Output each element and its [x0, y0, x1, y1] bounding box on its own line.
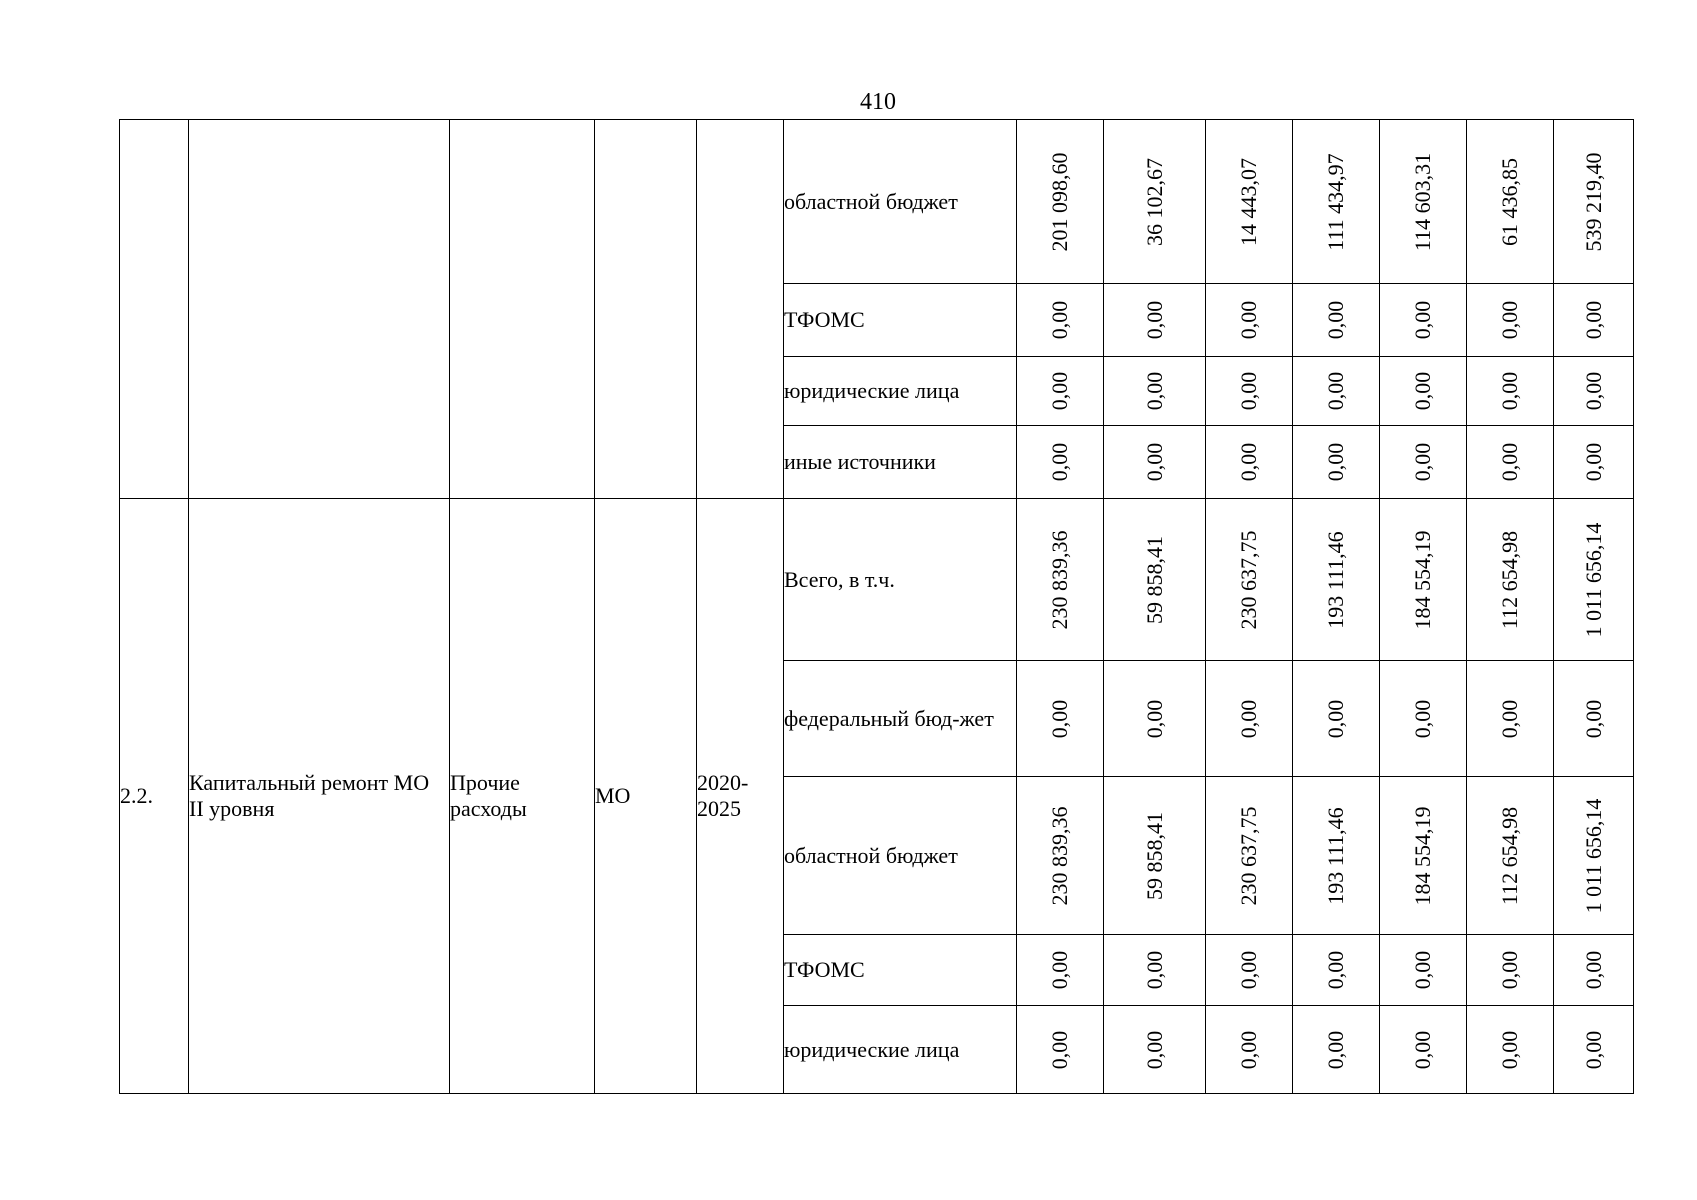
value: 0,00: [1580, 442, 1606, 482]
value: 1 011 656,14: [1580, 798, 1606, 913]
value-cell: [1104, 284, 1206, 357]
value-cell: [1104, 357, 1206, 426]
value-cell: [1104, 661, 1206, 777]
value: 193 111,46: [1323, 806, 1348, 905]
value-cell: [1017, 120, 1104, 284]
value: 0,00: [1497, 1030, 1522, 1069]
value: 0,00: [1497, 699, 1522, 738]
value: 0,00: [1580, 950, 1606, 990]
value-cell: [1017, 426, 1104, 499]
item-name: Капитальный ремонт МО II уровня: [189, 499, 450, 1094]
value-cell: [1554, 426, 1634, 499]
value-cell: [1554, 120, 1634, 284]
value-cell: [1554, 935, 1634, 1006]
value: 184 554,19: [1410, 530, 1435, 629]
item-number: 2.2.: [120, 499, 189, 1094]
value-cell: [1206, 499, 1293, 661]
value: 193 111,46: [1323, 530, 1348, 629]
value-cell: [1380, 120, 1467, 284]
value-cell: [1467, 935, 1554, 1006]
value: 0,00: [1047, 1030, 1072, 1069]
executor: МО: [595, 499, 697, 1094]
value: 230 839,36: [1047, 806, 1072, 905]
value-cell: [1467, 777, 1554, 935]
value: 0,00: [1141, 1030, 1167, 1069]
value: 112 654,98: [1497, 806, 1522, 905]
value: 0,00: [1497, 371, 1522, 411]
value: 230 637,75: [1236, 806, 1261, 905]
empty-name-cell: [189, 120, 450, 499]
value: 230 637,75: [1236, 530, 1261, 629]
value: 1 011 656,14: [1580, 522, 1606, 637]
value-cell: [1206, 357, 1293, 426]
value-cell: [1554, 777, 1634, 935]
funding-source: ТФОМС: [784, 284, 1017, 357]
value-cell: [1104, 499, 1206, 661]
value: 0,00: [1580, 699, 1606, 738]
value: 0,00: [1047, 699, 1072, 738]
value-cell: [1380, 357, 1467, 426]
budget-table: [119, 119, 1634, 1094]
value-cell: [1206, 935, 1293, 1006]
value: 0,00: [1580, 1030, 1606, 1069]
value: 0,00: [1580, 371, 1606, 411]
value: 114 603,31: [1410, 152, 1435, 251]
value: 0,00: [1580, 300, 1606, 340]
value-cell: [1380, 1006, 1467, 1094]
funding-source: областной бюджет: [784, 777, 1017, 935]
value: 0,00: [1410, 442, 1435, 482]
value: 0,00: [1236, 442, 1261, 482]
value-cell: [1380, 426, 1467, 499]
value-cell: [1554, 661, 1634, 777]
value-cell: [1017, 499, 1104, 661]
value: 0,00: [1141, 442, 1167, 482]
value-cell: [1017, 777, 1104, 935]
value: 36 102,67: [1141, 157, 1167, 246]
value: 0,00: [1047, 442, 1072, 482]
funding-source: юридические лица: [784, 357, 1017, 426]
value: 0,00: [1047, 371, 1072, 411]
value-cell: [1467, 120, 1554, 284]
value: 0,00: [1323, 950, 1348, 990]
value: 0,00: [1236, 950, 1261, 990]
value-cell: [1380, 935, 1467, 1006]
value: 0,00: [1323, 442, 1348, 482]
value-cell: [1467, 661, 1554, 777]
value-cell: [1554, 499, 1634, 661]
value-cell: [1554, 1006, 1634, 1094]
value: 0,00: [1141, 950, 1167, 990]
value-cell: [1104, 120, 1206, 284]
value-cell: [1104, 935, 1206, 1006]
value-cell: [1017, 935, 1104, 1006]
value-cell: [1206, 284, 1293, 357]
funding-source: федеральный бюд-жет: [784, 661, 1017, 777]
value: 201 098,60: [1047, 152, 1072, 251]
value-cell: [1380, 284, 1467, 357]
value-cell: [1293, 661, 1380, 777]
value: 0,00: [1236, 300, 1261, 340]
empty-executor-cell: [595, 120, 697, 499]
value-cell: [1467, 499, 1554, 661]
value: 0,00: [1236, 1030, 1261, 1069]
value: 0,00: [1410, 300, 1435, 340]
table-row: [120, 499, 1634, 661]
value-cell: [1293, 284, 1380, 357]
value: 0,00: [1410, 1030, 1435, 1069]
table-row: [120, 120, 1634, 284]
value-cell: [1104, 777, 1206, 935]
value-cell: [1293, 426, 1380, 499]
funding-source: иные источники: [784, 426, 1017, 499]
value: 0,00: [1497, 442, 1522, 482]
value: 112 654,98: [1497, 530, 1522, 629]
value: 59 858,41: [1141, 811, 1167, 900]
empty-expense-type-cell: [450, 120, 595, 499]
funding-source: областной бюджет: [784, 120, 1017, 284]
value-cell: [1554, 357, 1634, 426]
value: 0,00: [1497, 950, 1522, 990]
value-cell: [1467, 284, 1554, 357]
value-cell: [1467, 357, 1554, 426]
value-cell: [1380, 499, 1467, 661]
value: 0,00: [1323, 699, 1348, 738]
empty-period-cell: [697, 120, 784, 499]
value-cell: [1104, 1006, 1206, 1094]
value: 59 858,41: [1141, 535, 1167, 624]
value-cell: [1293, 935, 1380, 1006]
value: 0,00: [1141, 300, 1167, 340]
funding-source: Всего, в т.ч.: [784, 499, 1017, 661]
value: 539 219,40: [1580, 152, 1606, 251]
value: 0,00: [1497, 300, 1522, 340]
value-cell: [1206, 120, 1293, 284]
value-cell: [1293, 499, 1380, 661]
funding-source: юридические лица: [784, 1006, 1017, 1094]
value-cell: [1206, 426, 1293, 499]
value: 0,00: [1236, 371, 1261, 411]
expense-type: Прочие расходы: [450, 499, 595, 1094]
value: 230 839,36: [1047, 530, 1072, 629]
value-cell: [1293, 777, 1380, 935]
value: 0,00: [1141, 699, 1167, 738]
value: 0,00: [1323, 371, 1348, 411]
value-cell: [1017, 661, 1104, 777]
value-cell: [1554, 284, 1634, 357]
value: 0,00: [1323, 1030, 1348, 1069]
value: 0,00: [1410, 371, 1435, 411]
value-cell: [1017, 284, 1104, 357]
value: 0,00: [1141, 371, 1167, 411]
value-cell: [1467, 426, 1554, 499]
value-cell: [1104, 426, 1206, 499]
empty-number-cell: [120, 120, 189, 499]
period: 2020-2025: [697, 499, 784, 1094]
value-cell: [1380, 777, 1467, 935]
value-cell: [1017, 1006, 1104, 1094]
value-cell: [1380, 661, 1467, 777]
page-number: 410: [860, 89, 896, 115]
value: 184 554,19: [1410, 806, 1435, 905]
value: 14 443,07: [1236, 157, 1261, 246]
value-cell: [1017, 357, 1104, 426]
value-cell: [1206, 661, 1293, 777]
value: 0,00: [1410, 950, 1435, 990]
value-cell: [1467, 1006, 1554, 1094]
value: 0,00: [1323, 300, 1348, 340]
value-cell: [1206, 1006, 1293, 1094]
value: 0,00: [1236, 699, 1261, 738]
value: 0,00: [1047, 950, 1072, 990]
value: 111 434,97: [1323, 152, 1348, 251]
value: 0,00: [1410, 699, 1435, 738]
value-cell: [1206, 777, 1293, 935]
value-cell: [1293, 120, 1380, 284]
value: 61 436,85: [1497, 157, 1522, 246]
value: 0,00: [1047, 300, 1072, 340]
value-cell: [1293, 357, 1380, 426]
funding-source: ТФОМС: [784, 935, 1017, 1006]
value-cell: [1293, 1006, 1380, 1094]
